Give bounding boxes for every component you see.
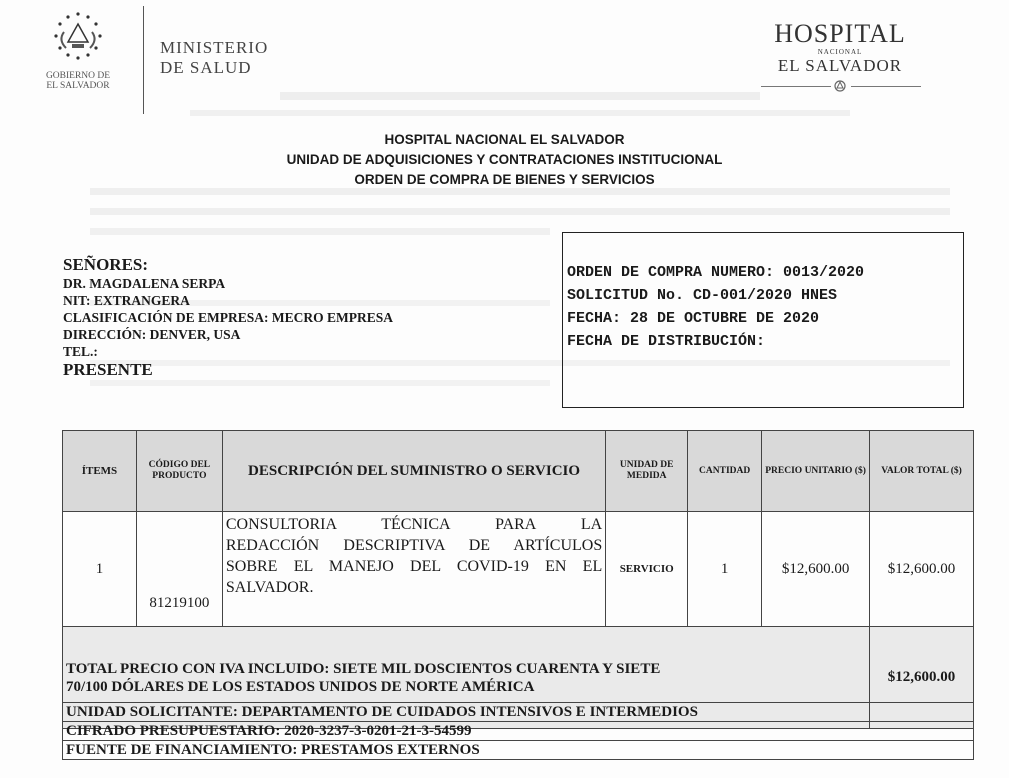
order-request: SOLICITUD No. CD-001/2020 HNES — [567, 287, 838, 304]
total-amount: $12,600.00 — [870, 627, 974, 729]
heading-hospital: HOSPITAL NACIONAL EL SALVADOR — [384, 132, 625, 147]
addressee-greeting: SEÑORES: — [63, 255, 149, 274]
cell-unit: SERVICIO — [606, 512, 688, 627]
cell-code: 81219100 — [136, 512, 222, 627]
table-header-row — [63, 431, 974, 512]
ghost-text — [280, 92, 760, 100]
coat-of-arms-icon — [52, 10, 104, 62]
document-heading — [0, 130, 1009, 190]
addressee-address: DIRECCIÓN: DENVER, USA — [63, 327, 241, 342]
description-line: SOBRE EL MANEJO DEL COVID-19 EN EL — [225, 558, 603, 575]
hospital-logo — [755, 20, 925, 94]
ministry-name — [160, 38, 268, 78]
ghost-text — [90, 380, 550, 386]
requesting-unit: UNIDAD SOLICITANTE: DEPARTAMENTO DE CUIDADOS INTENSIVOS E INTERMEDIOS — [63, 703, 974, 722]
hospital-logo-line3: EL SALVADOR — [777, 56, 903, 75]
addressee-nit: NIT: EXTRANGERA — [63, 293, 190, 308]
header-quantity: CANTIDAD — [688, 431, 762, 512]
cell-unit-price: $12,600.00 — [762, 512, 870, 627]
info-table — [62, 702, 974, 760]
addressee-block — [63, 255, 393, 380]
header-items: ÍTEMS — [63, 431, 137, 512]
header-unit: UNIDAD DE MEDIDA — [606, 431, 688, 512]
order-distribution-date: FECHA DE DISTRIBUCIÓN: — [567, 333, 766, 350]
ministry-line2: DE SALUD — [160, 58, 252, 77]
addressee-name: DR. MAGDALENA SERPA — [63, 276, 226, 291]
cell-item: 1 — [63, 512, 137, 627]
addressee-presente: PRESENTE — [63, 360, 153, 379]
description-line: CONSULTORIA TÉCNICA PARA LA — [225, 516, 603, 533]
header-code: CÓDIGO DEL PRODUCTO — [136, 431, 222, 512]
hospital-logo-line1: HOSPITAL — [774, 19, 906, 48]
hospital-logo-ornament — [755, 78, 925, 94]
ghost-text — [190, 110, 850, 116]
header-divider — [143, 6, 144, 114]
emblem-icon — [831, 78, 849, 94]
heading-title: ORDEN DE COMPRA DE BIENES Y SERVICIOS — [354, 172, 655, 187]
addressee-tel: TEL.: — [63, 344, 98, 359]
ghost-text — [90, 208, 950, 215]
description-line: REDACCIÓN DESCRIPTIVA DE ARTÍCULOS — [225, 537, 603, 554]
description-line: SALVADOR. — [225, 579, 314, 596]
ghost-text — [90, 228, 550, 235]
total-text-line1: TOTAL PRECIO CON IVA INCLUIDO: SIETE MIL DOSCIENTOS CUARENTA Y SIETE — [66, 660, 661, 677]
government-label: GOBIERNO DE EL SALVADOR — [45, 71, 111, 91]
funding-source: FUENTE DE FINANCIAMIENTO: PRESTAMOS EXTERNOS — [63, 741, 974, 760]
table-row — [63, 512, 974, 627]
government-logo — [18, 10, 138, 91]
ministry-line1: MINISTERIO — [160, 38, 269, 57]
heading-unit: UNIDAD DE ADQUISICIONES Y CONTRATACIONES INSTITUCIONAL — [286, 152, 723, 167]
addressee-classification: CLASIFICACIÓN DE EMPRESA: MECRO EMPRESA — [63, 310, 394, 325]
budget-code: CIFRADO PRESUPUESTARIO: 2020-3237-3-0201-21-3-54599 — [63, 722, 974, 741]
total-text-line2: 70/100 DÓLARES DE LOS ESTADOS UNIDOS DE NORTE AMÉRICA — [66, 678, 535, 695]
header-description: DESCRIPCIÓN DEL SUMINISTRO O SERVICIO — [222, 431, 605, 512]
cell-total-value: $12,600.00 — [870, 512, 974, 627]
header-total-value: VALOR TOTAL ($) — [870, 431, 974, 512]
order-info-box — [562, 232, 964, 408]
order-date: FECHA: 28 DE OCTUBRE DE 2020 — [567, 310, 820, 327]
header-unit-price: PRECIO UNITARIO ($) — [762, 431, 870, 512]
hospital-logo-line2: NACIONAL — [817, 48, 863, 56]
items-table — [62, 430, 974, 729]
cell-quantity: 1 — [688, 512, 762, 627]
order-number: ORDEN DE COMPRA NUMERO: 0013/2020 — [567, 264, 865, 281]
cell-description — [222, 512, 605, 627]
